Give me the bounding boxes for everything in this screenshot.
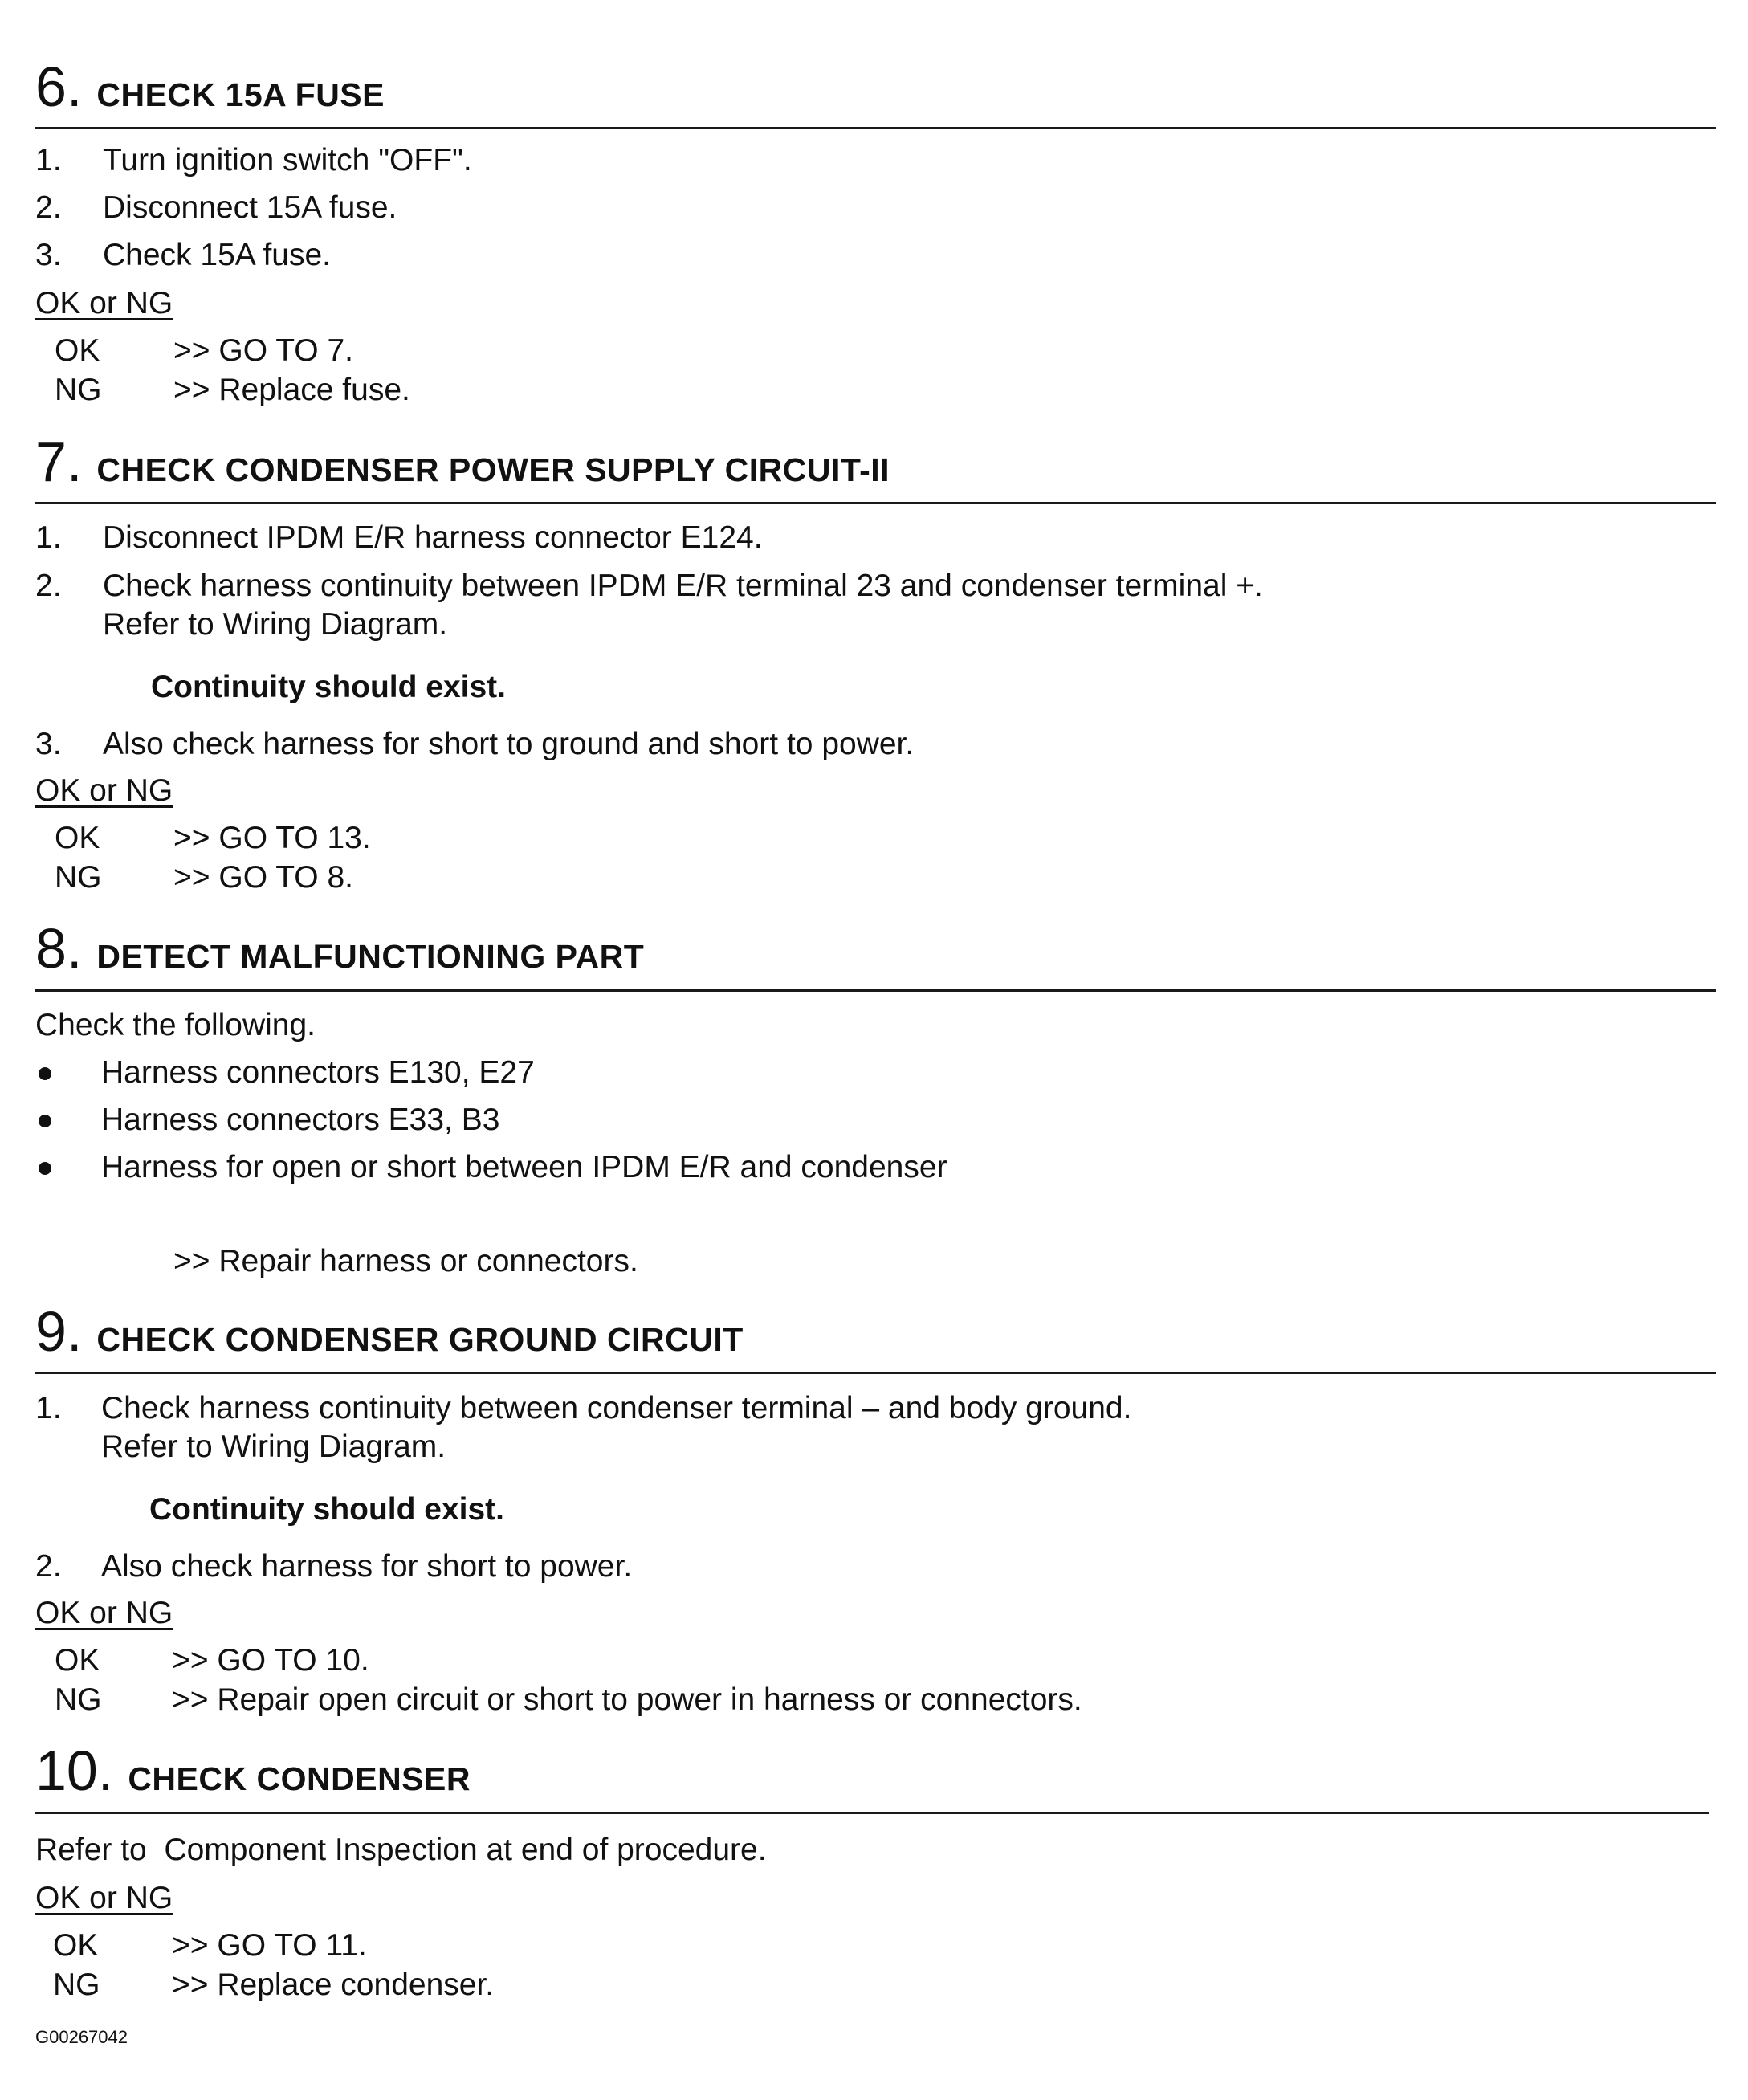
result-value-ng: >> Repair open circuit or short to power in harness or connectors. [172,1682,1082,1717]
section-divider [35,127,1716,129]
section-number: 9 [35,1300,67,1363]
section-number-dot: . [66,55,83,118]
section-number-dot: . [66,917,83,980]
step-number: 1. [35,143,62,177]
result-value-ng: >> GO TO 8. [173,860,354,895]
step-number: 3. [35,727,62,761]
section-title: CHECK CONDENSER POWER SUPPLY CIRCUIT-II [96,451,890,488]
section-divider [35,502,1716,504]
section-title: CHECK CONDENSER GROUND CIRCUIT [96,1321,744,1358]
section-7-heading [35,430,890,494]
result-value-ng: >> Replace fuse. [173,373,410,407]
result-key-ng: NG [55,1682,102,1717]
result-value-ok: >> GO TO 7. [173,333,354,368]
bullet-item: Harness for open or short between IPDM E/R and condenser [101,1150,947,1185]
section-divider [35,989,1716,992]
section-number-dot: . [66,1300,83,1363]
intro-text: Check the following. [35,1008,316,1042]
step-number: 1. [35,1391,62,1425]
step-number: 2. [35,569,62,603]
section-10-heading [35,1739,471,1803]
result-key-ng: NG [53,1967,100,2002]
section-title: CHECK CONDENSER [128,1760,471,1797]
step-number: 1. [35,520,62,555]
result-key-ok: OK [55,1643,100,1678]
section-number: 10 [35,1739,98,1802]
step-text: Also check harness for short to power. [101,1549,633,1584]
ok-or-ng-label: OK or NG [35,1881,173,1915]
figure-id: G00267042 [35,2027,128,2047]
section-number-dot: . [66,430,83,493]
ok-or-ng-label: OK or NG [35,773,173,808]
bullet-icon [39,1162,51,1175]
step-number: 3. [35,238,62,272]
section-number: 8 [35,917,67,980]
step-text: Turn ignition switch "OFF". [103,143,472,177]
section-divider [35,1372,1716,1374]
section-9-heading [35,1299,744,1364]
section-6-heading [35,55,385,119]
result-value-ok: >> GO TO 10. [172,1643,369,1678]
continuity-note: Continuity should exist. [151,670,507,704]
ok-or-ng-label: OK or NG [35,286,173,320]
result-key-ng: NG [55,373,102,407]
result-key-ok: OK [55,821,100,855]
intro-text: Refer to Component Inspection at end of procedure. [35,1833,767,1867]
step-text: Check harness continuity between condenser terminal – and body ground. [101,1391,1132,1425]
step-text: Check 15A fuse. [103,238,332,272]
result-value-ok: >> GO TO 13. [173,821,371,855]
bullet-item: Harness connectors E130, E27 [101,1055,535,1090]
result-value-ng: >> Replace condenser. [172,1967,495,2002]
step-number: 2. [35,190,62,225]
section-title: DETECT MALFUNCTIONING PART [96,938,645,975]
bullet-icon [39,1115,51,1127]
result-key-ok: OK [55,333,100,368]
step-text: Disconnect IPDM E/R harness connector E124. [103,520,763,555]
step-text-continued: Refer to Wiring Diagram. [101,1429,446,1464]
result-key-ng: NG [55,860,102,895]
result-key-ok: OK [53,1928,99,1963]
repair-action: >> Repair harness or connectors. [173,1244,638,1278]
step-text: Disconnect 15A fuse. [103,190,397,225]
section-divider [35,1812,1709,1814]
section-number: 7 [35,430,67,493]
bullet-icon [39,1067,51,1080]
section-title: CHECK 15A FUSE [96,76,385,113]
bullet-item: Harness connectors E33, B3 [101,1103,500,1137]
ok-or-ng-label: OK or NG [35,1596,173,1630]
step-text-continued: Refer to Wiring Diagram. [103,607,448,642]
section-number: 6 [35,55,67,118]
step-text: Check harness continuity between IPDM E/R terminal 23 and condenser terminal +. [103,569,1263,603]
result-value-ok: >> GO TO 11. [172,1928,367,1963]
step-text: Also check harness for short to ground and short to power. [103,727,915,761]
section-8-heading [35,916,644,981]
section-number-dot: . [97,1739,114,1802]
step-number: 2. [35,1549,62,1584]
continuity-note: Continuity should exist. [149,1492,505,1527]
